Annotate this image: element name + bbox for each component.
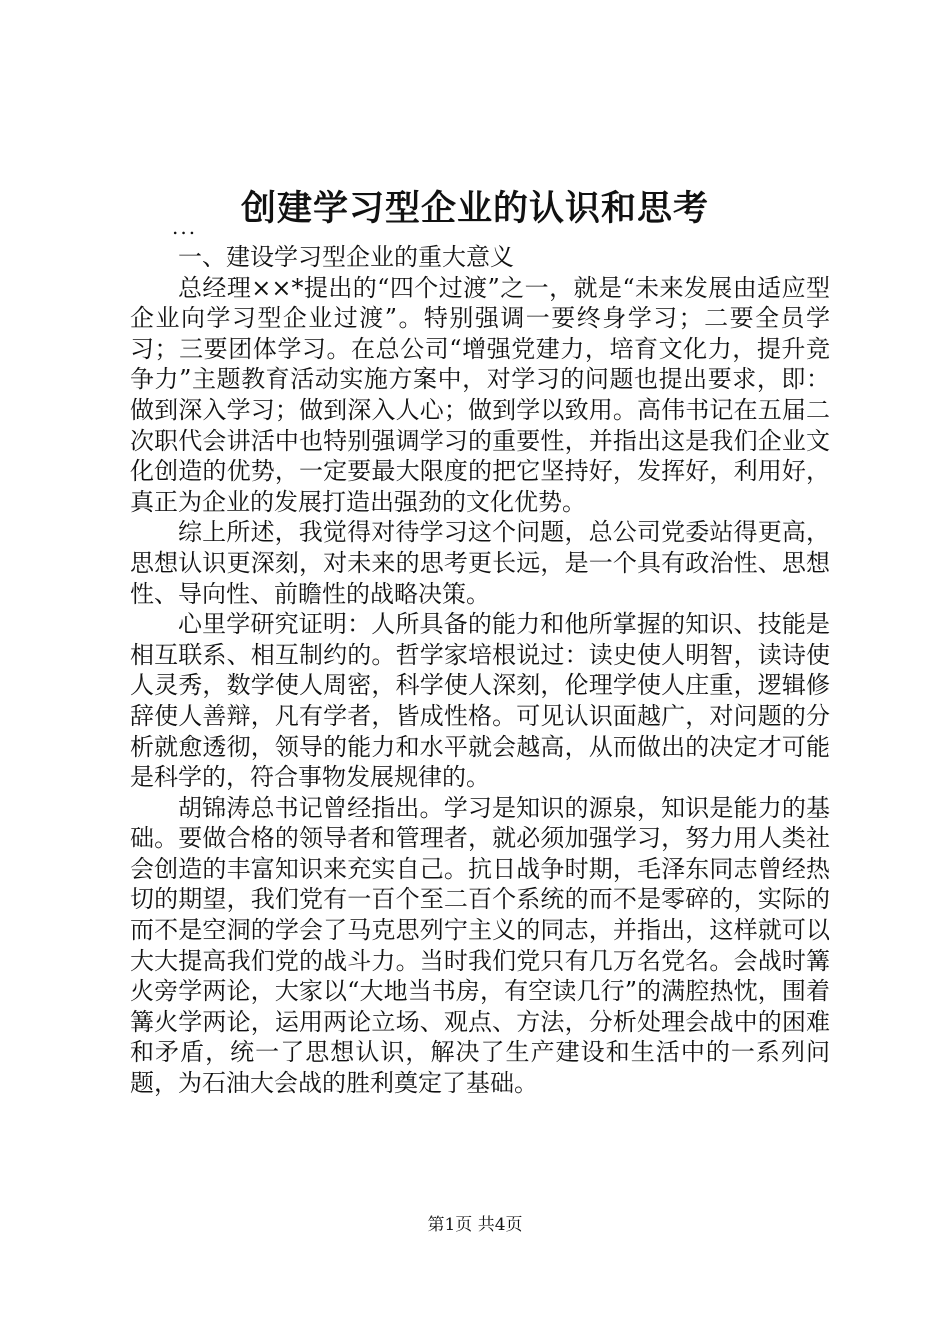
section-heading: 一、建设学习型企业的重大意义 <box>178 243 514 271</box>
paragraph-2: 综上所述，我觉得对待学习这个问题，总公司党委站得更高，思想认识更深刻，对未来的思考更长远，是一个具有政治性、思想性、导向性、前瞻性的战略决策。 <box>130 518 830 608</box>
ellipsis-marker: ... <box>172 215 198 239</box>
page-footer: 第1页 共4页 <box>427 1215 523 1235</box>
paragraph-4: 胡锦涛总书记曾经指出。学习是知识的源泉，知识是能力的基础。要做合格的领导者和管理者，就必须加强学习，努力用人类社会创造的丰富知识来充实自己。抗日战争时期，毛泽东同志曾经热切的期望，我们党有一百个至二百个系统的而不是零碎的，实际的而不是空洞的学会了马克思列宁主义的同志，并指出，这样就可以大大提高我们党的战斗力。当时我们党只有几万名党名。会战时篝火旁学两论，大家以“大地当书房，有空读几行”的满腔热忱，围着篝火学两论，运用两论立场、观点、方法，分析处理会战中的困难和矛盾，统一了思想认识，解决了生产建设和生活中的一系列问题，为石油大会战的胜利奠定了基础。 <box>130 793 830 1098</box>
paragraph-1: 总经理××*提出的“四个过渡”之一，就是“未来发展由适应型企业向学习型企业过渡”。特别强调一要终身学习；二要全员学习；三要团体学习。在总公司“增强党建力，培育文化力，提升竞争力”主题教育活动实施方案中，对学习的问题也提出要求，即：做到深入学习；做到深入人心；做到学以致用。高伟书记在五届二次职代会讲活中也特别强调学习的重要性，并指出这是我们企业文化创造的优势，一定要最大限度的把它坚持好，发挥好，利用好，真正为企业的发展打造出强劲的文化优势。 <box>130 273 830 516</box>
paragraph-3: 心里学研究证明：人所具备的能力和他所掌握的知识、技能是相互联系、相互制约的。哲学家培根说过：读史使人明智，读诗使人灵秀，数学使人周密，科学使人深刻，伦理学使人庄重，逻辑修辞使人善辩，凡有学者，皆成性格。可见认识面越广，对问题的分析就愈透彻，领导的能力和水平就会越高，从而做出的决定才可能是科学的，符合事物发展规律的。 <box>130 610 830 792</box>
document-body <box>130 242 830 1099</box>
document-title: 创建学习型企业的认识和思考 <box>240 188 709 229</box>
